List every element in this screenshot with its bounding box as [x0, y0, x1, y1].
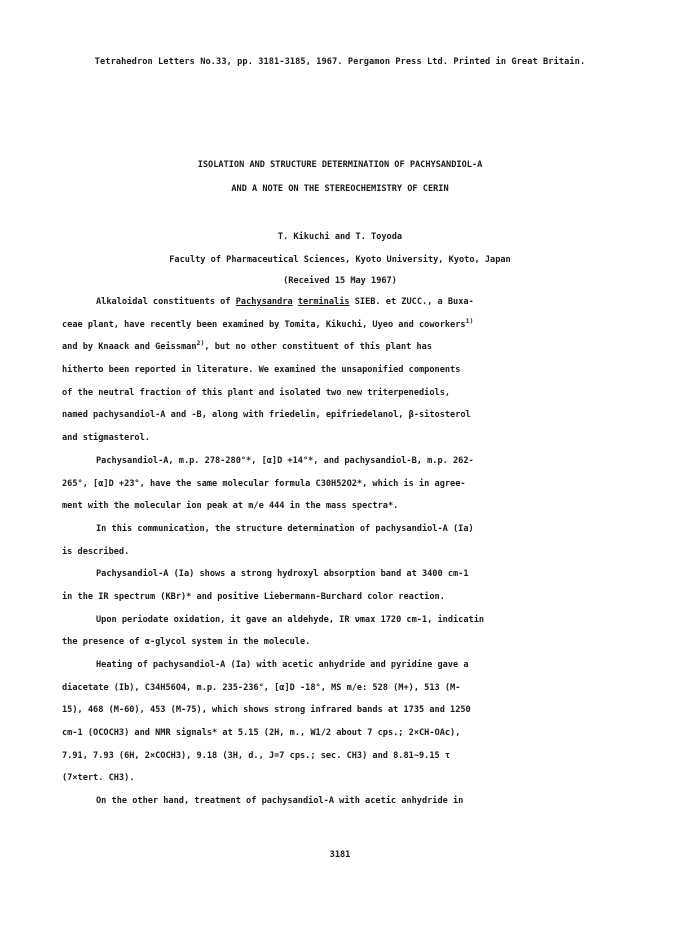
affiliation: Faculty of Pharmaceutical Sciences, Kyoto University, Kyoto, Japan [169, 255, 511, 265]
p4-line-1: Pachysandiol-A (Ia) shows a strong hydroxyl absorption band at 3400 cm-1 [96, 569, 469, 580]
p1-line-6: named pachysandiol-A and -B, along with friedelin, epifriedelanol, β-sitosterol [62, 410, 471, 421]
ref-1: 1) [465, 316, 474, 325]
p6-line-4: cm-1 (OCOCH3) and NMR signals* at 5.15 (2H, m., W1/2 about 7 cps.; 2×CH-OAc), [62, 728, 461, 739]
p6-line-3: 15), 468 (M-60), 453 (M-75), which shows strong infrared bands at 1735 and 1250 [62, 705, 471, 716]
p7-line-1: On the other hand, treatment of pachysandiol-A with acetic anhydride in [96, 796, 464, 807]
p4-line-2: in the IR spectrum (KBr)* and positive Liebermann-Burchard color reaction. [62, 591, 445, 602]
p2-line-2: 265°, [α]D +23°, have the same molecular formula C30H52O2*, which is in agree- [62, 478, 466, 489]
paper-title-line-2: AND A NOTE ON THE STEREOCHEMISTRY OF CERIN [231, 184, 449, 194]
page-number: 3181 [329, 850, 351, 860]
body-text [62, 291, 622, 813]
ref-2: 2) [196, 339, 205, 348]
p1-line-5: of the neutral fraction of this plant and isolated two new triterpenediols, [62, 387, 451, 398]
p6-line-5: 7.91, 7.93 (6H, 2×COCH3), 9.18 (3H, d., J=7 cps.; sec. CH3) and 8.81~9.15 τ [62, 750, 451, 761]
p5-line-2: the presence of α-glycol system in the molecule. [62, 637, 311, 648]
p1-line-4: hitherto been reported in literature. We examined the unsaponified components [62, 365, 461, 376]
p3-line-1: In this communication, the structure determination of pachysandiol-A (Ia) [96, 523, 474, 534]
species-name: terminalis [297, 297, 350, 307]
journal-header: Tetrahedron Letters No.33, pp. 3181-3185, 1967. Pergamon Press Ltd. Printed in Great Britain. [94, 57, 586, 67]
p6-line-1: Heating of pachysandiol-A (Ia) with acetic anhydride and pyridine gave a [96, 660, 469, 670]
p1-line-1: Alkaloidal constituents of Pachysandra terminalis SIEB. et ZUCC., a Buxa- [96, 297, 474, 307]
authors: T. Kikuchi and T. Toyoda [277, 232, 403, 242]
p1-line-3: and by Knaack and Geissman$^{2)}$, but no other constituent of this plant has [62, 339, 433, 353]
p3-line-2: is described. [62, 546, 130, 557]
p1-line-7: and stigmasterol. [62, 433, 150, 444]
p1-line-2: ceae plant, have recently been examined by Tomita, Kikuchi, Uyeo and coworkers$^{1)}$ [62, 316, 474, 330]
paper-title-line-1: ISOLATION AND STRUCTURE DETERMINATION OF PACHYSANDIOL-A [197, 160, 483, 170]
p2-line-1: Pachysandiol-A, m.p. 278-280°*, [α]D +14°*, and pachysandiol-B, m.p. 262- [96, 455, 474, 466]
received-date: (Received 15 May 1967) [283, 276, 397, 286]
p2-line-3: ment with the molecular ion peak at m/e 444 in the mass spectra*. [62, 501, 399, 512]
p6-line-6: (7×tert. CH3). [62, 773, 135, 784]
p6-line-2: diacetate (Ib), C34H56O4, m.p. 235-236°, [α]D -18°, MS m/e: 528 (M+), 513 (M- [62, 682, 461, 693]
genus-name: Pachysandra [235, 297, 293, 307]
p5-line-1: Upon periodate oxidation, it gave an aldehyde, IR νmax 1720 cm-1, indicatin [96, 614, 485, 625]
